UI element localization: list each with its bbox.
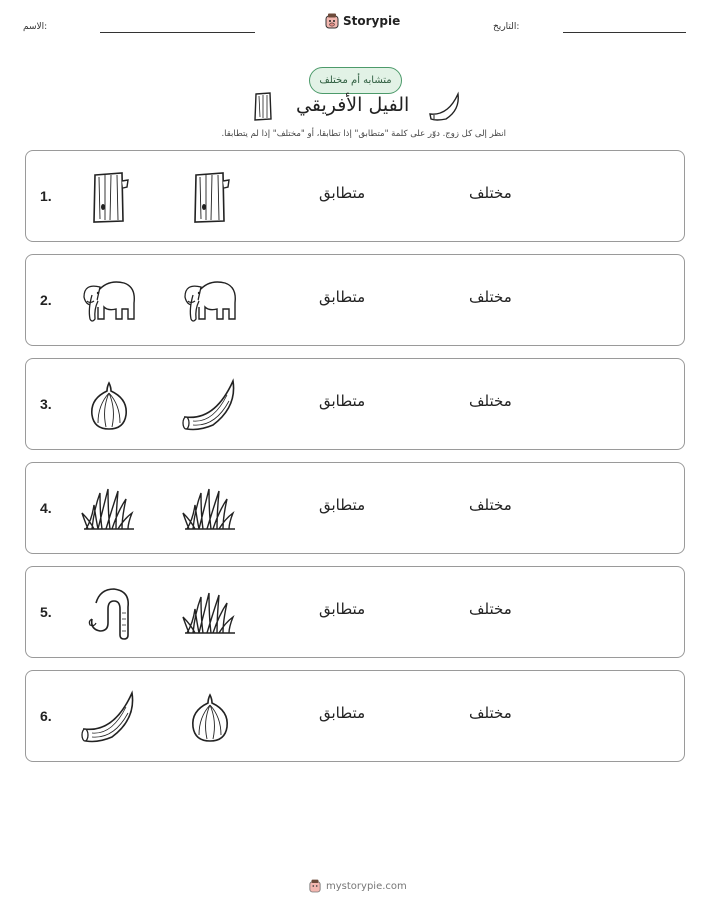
- match-option[interactable]: متطابق: [319, 288, 366, 306]
- match-option[interactable]: متطابق: [319, 600, 366, 618]
- trunk-icon: [78, 583, 140, 643]
- pig-icon: [309, 879, 321, 893]
- row-number: 1.: [40, 188, 52, 204]
- date-line[interactable]: [563, 32, 686, 33]
- different-option[interactable]: مختلف: [469, 600, 512, 618]
- row-number: 4.: [40, 500, 52, 516]
- match-row: [25, 358, 685, 450]
- different-option[interactable]: مختلف: [469, 184, 512, 202]
- row-number: 6.: [40, 708, 52, 724]
- different-option[interactable]: مختلف: [469, 704, 512, 722]
- grass-icon: [78, 479, 140, 539]
- name-label: الاسم:: [23, 22, 48, 32]
- grass-icon: [179, 583, 241, 643]
- different-option[interactable]: مختلف: [469, 288, 512, 306]
- match-option[interactable]: متطابق: [319, 392, 366, 410]
- tusk-icon: [78, 687, 140, 747]
- match-option[interactable]: متطابق: [319, 496, 366, 514]
- match-row: [25, 566, 685, 658]
- elephant-icon: [179, 271, 241, 331]
- row-number: 2.: [40, 292, 52, 308]
- name-line[interactable]: [100, 32, 255, 33]
- instructions: انظر إلى كل زوج. دوّر على كلمة "متطابق" إذا تطابقا، أو "مختلف" إذا لم يتطابقا.: [221, 129, 506, 139]
- row-number: 3.: [40, 396, 52, 412]
- pig-icon: [325, 13, 339, 29]
- tusk-icon: [179, 375, 241, 435]
- match-row: [25, 150, 685, 242]
- grass-icon: [179, 479, 241, 539]
- log-icon: [179, 167, 241, 227]
- topic-badge: متشابه أم مختلف: [309, 67, 402, 94]
- elephant-icon: [78, 271, 140, 331]
- log-icon: [78, 167, 140, 227]
- match-row: [25, 462, 685, 554]
- different-option[interactable]: مختلف: [469, 496, 512, 514]
- fig-icon: [179, 687, 241, 747]
- match-row: [25, 670, 685, 762]
- footer: [309, 879, 407, 893]
- date-label: التاريخ:: [493, 22, 520, 32]
- brand-logo: [325, 13, 400, 29]
- match-row: [25, 254, 685, 346]
- page-title: الفيل الأفريقي: [296, 94, 410, 116]
- log-icon: [252, 90, 274, 122]
- different-option[interactable]: مختلف: [469, 392, 512, 410]
- match-option[interactable]: متطابق: [319, 704, 366, 722]
- match-option[interactable]: متطابق: [319, 184, 366, 202]
- fig-icon: [78, 375, 140, 435]
- brand-name: Storypie: [343, 14, 401, 28]
- footer-url[interactable]: mystorypie.com: [326, 880, 407, 892]
- tusk-icon: [426, 90, 464, 122]
- row-number: 5.: [40, 604, 52, 620]
